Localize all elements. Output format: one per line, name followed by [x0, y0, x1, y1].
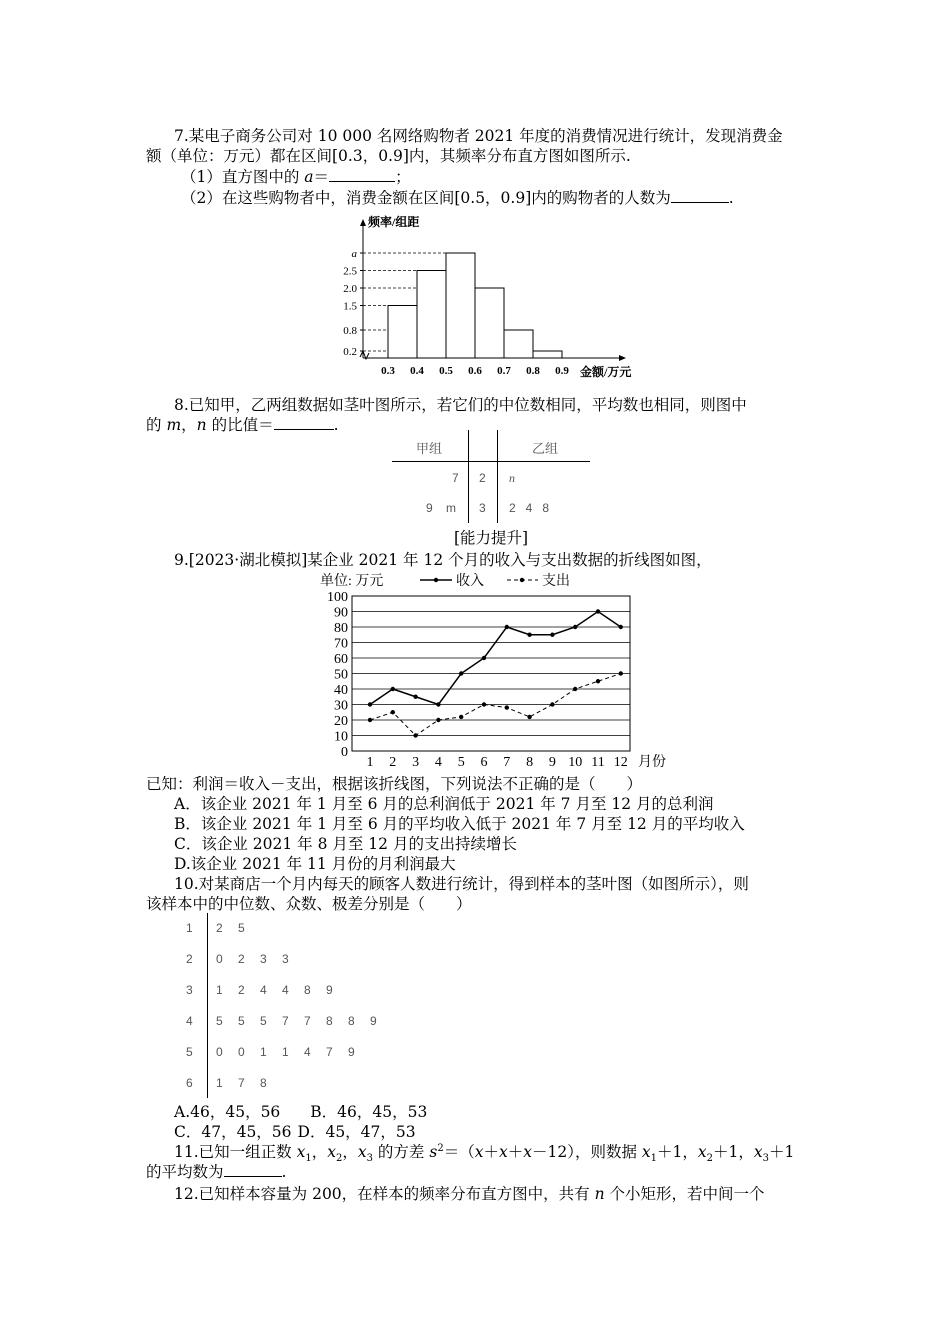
- leaf-value: 1: [282, 1045, 289, 1059]
- leaf-value: 8: [304, 983, 311, 997]
- stem-leaf-q8: [392, 430, 592, 525]
- data-point: [459, 715, 463, 719]
- q11-line2: 的平均数为 .: [146, 1163, 287, 1181]
- leaf-value: 1: [216, 1076, 223, 1090]
- answer-blank[interactable]: [224, 1162, 282, 1177]
- answer-blank[interactable]: [329, 167, 395, 182]
- stem-value: 4: [186, 1014, 193, 1028]
- row2-right: 2 4 8: [509, 501, 550, 515]
- x-tick-label: 5: [457, 755, 465, 770]
- y-tick-label: 40: [334, 683, 348, 698]
- q10-line1: 10.对某商店一个月内每天的顾客人数进行统计，得到样本的茎叶图（如图所示），则: [174, 875, 749, 893]
- data-point: [573, 625, 577, 629]
- data-point: [619, 671, 623, 675]
- q10-options-ab: [174, 1102, 427, 1122]
- leaf-value: 5: [260, 1014, 267, 1028]
- leaf-value: 3: [282, 952, 289, 966]
- leaf-value: 1: [216, 983, 223, 997]
- y-tick-label: 70: [334, 636, 348, 652]
- q12-line1: 12.已知样本容量为 200，在样本的频率分布直方图中，共有 n 个小矩形，若中间一个: [174, 1185, 765, 1203]
- y-tick-label: 80: [334, 621, 348, 636]
- row1-right: n: [509, 471, 515, 485]
- y-tick-label: 2.5: [343, 265, 357, 278]
- leaf-value: 8: [260, 1076, 267, 1090]
- data-point: [505, 705, 509, 709]
- stem-value: 3: [186, 983, 193, 997]
- leaf-value: 7: [304, 1014, 311, 1028]
- data-point: [413, 695, 417, 699]
- leaf-value: 4: [282, 983, 289, 997]
- x-tick-label: 0.3: [381, 365, 395, 377]
- x-tick-label: 4: [434, 755, 442, 770]
- data-point: [596, 609, 600, 613]
- q9-question: 已知：利润＝收入－支出，根据该折线图，下列说法不正确的是（ ）: [146, 775, 643, 793]
- legend: [420, 572, 570, 589]
- leaf-value: 0: [238, 1045, 245, 1059]
- answer-blank[interactable]: [274, 415, 334, 430]
- q10-option-b[interactable]: B．46，45，53: [310, 1103, 428, 1121]
- x-tick-label: 0.7: [497, 365, 511, 377]
- header-yi: 乙组: [532, 441, 559, 456]
- x-tick-label: 10: [568, 755, 583, 770]
- row1-stem: 2: [479, 471, 486, 485]
- q10-options-cd: [174, 1122, 416, 1142]
- y-tick-label: 1.5: [343, 300, 357, 313]
- leaf-value: 9: [370, 1014, 377, 1028]
- leaf-value: 1: [260, 1045, 267, 1059]
- answer-blank[interactable]: [671, 188, 729, 203]
- histogram-bar: [533, 351, 562, 358]
- q10-option-c[interactable]: C．47，45，56: [174, 1123, 292, 1141]
- leaf-value: 9: [326, 983, 333, 997]
- leaf-value: 9: [348, 1045, 355, 1059]
- legend-expense: 支出: [542, 574, 570, 589]
- data-point: [368, 718, 372, 722]
- y-tick-label: a: [351, 248, 357, 260]
- x-tick-label: 0.5: [439, 365, 453, 377]
- data-point: [505, 625, 509, 629]
- x-tick-label: 7: [503, 755, 511, 770]
- section-title: [能力提升]: [454, 529, 529, 547]
- leaf-value: 5: [238, 1014, 245, 1028]
- leaf-value: 2: [238, 983, 245, 997]
- stem-leaf-q10: [180, 913, 420, 1103]
- stem-value: 1: [186, 921, 193, 935]
- y-tick-label: 20: [334, 714, 348, 729]
- data-point: [391, 710, 395, 714]
- data-point: [436, 702, 440, 706]
- row2-stem: 3: [479, 501, 486, 515]
- q10-option-d[interactable]: D．45，47，53: [297, 1123, 416, 1141]
- y-tick-label: 2.0: [343, 283, 357, 295]
- histogram-bar: [504, 330, 533, 358]
- leaf-row: [216, 921, 260, 935]
- data-point: [459, 671, 463, 675]
- unit-label: 单位: 万元: [320, 574, 384, 589]
- x-axis-label: 金额/万元: [580, 365, 632, 379]
- q10-line2: 该样本中的中位数、众数、极差分别是（ ）: [146, 895, 472, 913]
- q8-line1: 8.已知甲，乙两组数据如茎叶图所示，若它们的中位数相同，平均数也相同，则图中: [174, 396, 747, 414]
- leaf-value: 4: [260, 983, 267, 997]
- q11-line1: 11.已知一组正数 $x_1$，$x_2$，$x_3$ 的方差 $s^2=(x+x+x-12)$，则数据 $x_1+1$，$x_2+1$，$x_3+1$: [174, 1142, 795, 1165]
- q7-line2: 额（单位：万元）都在区间[0.3，0.9]内，其频率分布直方图如图所示.: [146, 147, 631, 165]
- y-tick-label: 30: [334, 698, 348, 714]
- stem-value: 5: [186, 1045, 193, 1059]
- y-tick-label: 0: [341, 745, 348, 760]
- x-tick-label: 0.4: [410, 365, 424, 377]
- leaf-value: 5: [238, 921, 245, 935]
- y-tick-label: 0.2: [343, 346, 357, 358]
- data-point: [596, 679, 600, 683]
- x-tick-label: 0.8: [526, 365, 540, 377]
- leaf-row: [216, 983, 348, 997]
- q7-line1: 7.某电子商务公司对 10 000 名网络购物者 2021 年度的消费情况进行统计，发现消费金: [174, 127, 783, 145]
- y-tick-label: 10: [334, 729, 348, 745]
- histogram-bar: [446, 253, 475, 358]
- x-axis-label: 月份: [638, 755, 666, 770]
- data-point: [436, 718, 440, 722]
- data-point: [368, 702, 372, 706]
- q9-option-c[interactable]: C．该企业 2021 年 8 月至 12 月的支出持续增长: [174, 835, 517, 853]
- y-tick-label: 60: [334, 652, 348, 667]
- leaf-row: [216, 952, 304, 966]
- leaf-value: 2: [238, 952, 245, 966]
- x-tick-label: 1: [366, 755, 374, 770]
- row2-left: 9 m: [426, 501, 457, 515]
- x-tick-label: 6: [480, 755, 488, 770]
- data-point: [527, 715, 531, 719]
- q9-option-d[interactable]: D.该企业 2021 年 11 月份的月利润最大: [174, 855, 456, 873]
- data-point: [573, 687, 577, 691]
- data-point: [391, 687, 395, 691]
- data-point: [482, 656, 486, 660]
- x-tick-label: 11: [591, 755, 605, 770]
- stem-value: 2: [186, 952, 193, 966]
- x-tick-label: 12: [613, 755, 628, 770]
- leaf-value: 8: [326, 1014, 333, 1028]
- leaf-value: 3: [260, 952, 267, 966]
- data-point: [527, 633, 531, 637]
- line-chart: [320, 570, 670, 772]
- x-tick-label: 8: [526, 755, 534, 770]
- leaf-value: 2: [216, 921, 223, 935]
- leaf-value: 5: [216, 1014, 223, 1028]
- data-point: [550, 702, 554, 706]
- histogram-chart: [330, 210, 650, 382]
- y-tick-label: 0.8: [343, 325, 357, 337]
- x-tick-label: 9: [548, 755, 556, 770]
- q7-sub2: （2）在这些购物者中，消费金额在区间[0.5，0.9]内的购物者的人数为 .: [181, 189, 734, 207]
- stem-value: 6: [186, 1076, 193, 1090]
- q7-sub1: （1）直方图中的 a＝ ；: [181, 168, 411, 186]
- q8-line2: 的 m，n 的比值＝ .: [146, 416, 339, 434]
- y-tick-label: 100: [327, 590, 348, 605]
- histogram-bar: [388, 306, 417, 359]
- y-tick-label: 90: [334, 605, 348, 621]
- leaf-value: 7: [326, 1045, 333, 1059]
- leaf-row: [216, 1076, 282, 1090]
- histogram-bar: [475, 288, 504, 358]
- y-axis-label: 频率/组距: [368, 215, 420, 229]
- q9-option-b[interactable]: B．该企业 2021 年 1 月至 6 月的平均收入低于 2021 年 7 月至 12 月的平均收入: [174, 815, 745, 833]
- q10-option-a[interactable]: A.46，45，56: [174, 1103, 281, 1121]
- leaf-value: 8: [348, 1014, 355, 1028]
- header-jia: 甲组: [416, 441, 443, 456]
- leaf-value: 7: [282, 1014, 289, 1028]
- data-point: [413, 733, 417, 737]
- q9-line1: 9.[2023·湖北模拟]某企业 2021 年 12 个月的收入与支出数据的折线图如图，: [174, 551, 712, 569]
- x-tick-label: 2: [389, 755, 397, 770]
- x-tick-label: 3: [412, 755, 420, 770]
- leaf-row: [216, 1045, 370, 1059]
- leaf-value: 0: [216, 1045, 223, 1059]
- data-point: [619, 625, 623, 629]
- y-tick-label: 50: [334, 667, 348, 683]
- histogram-bar: [417, 271, 446, 359]
- leaf-value: 0: [216, 952, 223, 966]
- data-point: [482, 702, 486, 706]
- row1-left: 7: [452, 471, 459, 485]
- x-tick-label: 0.6: [468, 365, 482, 377]
- q9-option-a[interactable]: A．该企业 2021 年 1 月至 6 月的总利润低于 2021 年 7 月至 12 月的总利润: [174, 795, 714, 813]
- leaf-value: 7: [238, 1076, 245, 1090]
- x-tick-label: 0.9: [555, 365, 569, 377]
- leaf-row: [216, 1014, 392, 1028]
- leaf-value: 4: [304, 1045, 311, 1059]
- legend-income: 收入: [456, 574, 484, 589]
- data-point: [550, 633, 554, 637]
